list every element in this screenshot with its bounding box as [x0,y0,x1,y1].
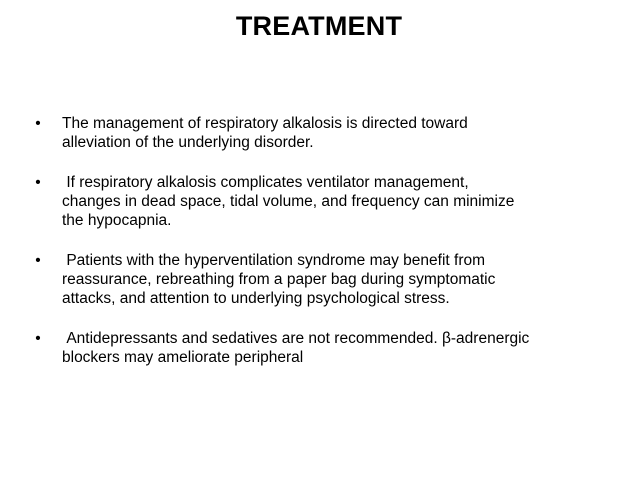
bullet-icon: • [35,252,41,269]
bullet-text: The management of respiratory alkalosis is directed toward alleviation of the underlying disorder. [62,115,468,151]
bullet-item [32,173,612,230]
bullet-icon: • [35,174,41,191]
bullet-list [32,114,612,388]
bullet-item [32,114,612,152]
slide-title: TREATMENT [235,11,403,41]
bullet-text: Patients with the hyperventilation syndrome may benefit from reassurance, rebreathing from a paper bag during symptomatic attacks, and attention to underlying psychological stress. [62,252,496,307]
bullet-item [32,251,612,308]
bullet-icon: • [35,115,41,132]
bullet-text: If respiratory alkalosis complicates ventilator management, changes in dead space, tidal volume, and frequency can minimize the hypocapnia. [62,174,515,229]
bullet-item [32,329,612,367]
bullet-icon: • [35,330,41,347]
bullet-text: Antidepressants and sedatives are not recommended. β-adrenergic blockers may ameliorate peripheral [62,330,530,366]
